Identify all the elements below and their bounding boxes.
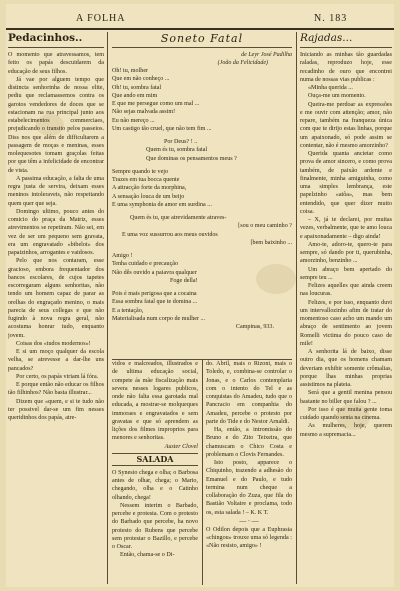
poem-body	[112, 67, 292, 331]
poem-line: A attracção forte da morphina,	[112, 185, 187, 192]
paragraph: E porque então não educar os filhos tão filhinhos? Não basta illustrar...	[8, 382, 104, 397]
paragraph: Dizem que «quem, e si te tudo não ter possivel dar-se um fim nesses queridinhos dos papás, atre-	[8, 398, 104, 421]
paragraph: Coisas dos «tudos modernos»!	[16, 340, 91, 347]
paragraph: Querida quanta ancietar como prova de amor sincero, e como prova também, de paixão ardente e finalmente, minha amiguinha, como uma simples lembrança, este papelzinho «atôa», mas bem entendido, que quer dizer muito coisa.	[300, 151, 392, 215]
paragraph: Pelo que nos contaram, esse gracioso, embora frequentador dos bancos escolares, de cujos tapetes escorregaram alguns senhoritas, não tendo um homem capaz de parar as orelhas do engraçado menino, o mais parecia de seus collegas e que não fugindo à nova regra geral, não acostuma honrar tudo, enquanto jovem.	[8, 258, 104, 339]
middle-right-column	[206, 360, 292, 585]
poem-line: Oh! tu, molher	[112, 68, 149, 74]
poem-line: E uma symphonia de amor em surdina ...	[112, 201, 212, 208]
poem-line: Amigo !	[112, 253, 133, 259]
issue-number: N. 183	[314, 13, 348, 24]
poem-line: Materialisada num corpo de mulher ...	[112, 315, 206, 322]
poem-line: Pois é mais perigosa que a cocaina	[112, 291, 197, 297]
column-soneto	[112, 32, 292, 358]
poem-line: Por Deus? ! ..	[164, 139, 198, 145]
column-divider	[296, 32, 297, 584]
paragraph: Iniciando as minhas tão guardadas raladas, reproduzo hoje, esse recadinho de ouro que encontrei numa de nossas vias publicas :	[300, 52, 392, 83]
poem-author-note: (João da Felicidade)	[217, 60, 268, 66]
paragraph: Ouça-me um momento.	[308, 93, 366, 100]
paragraph: Será que a gentil menina pensou bastante no biller que falou ? ...	[300, 390, 392, 405]
poem-line: [sou o meu caminho ?	[238, 223, 292, 230]
paragraph: O Synesio chega e olha; o Barbosa antes de olhar, chega; o Mario, chegando, olha e o Catinho olhando, chega!	[112, 469, 198, 501]
column-divider	[107, 32, 108, 584]
paragraph: – X, já te declarei, por muitas vezes, verbalmente, que te amo louca e apaixonadamente – digo ainda!	[300, 217, 392, 240]
rajadas-body	[300, 51, 392, 439]
poem-line: E a tentação,	[112, 307, 144, 314]
poem-line: Não dês ouvido a paiavra qualquer	[112, 269, 197, 276]
paragraph: do. Abril, mais o Rizoni, mais o Toledo, e, combina-se controlar o Jonas, e o Carlos contemplaria com o intento do Tel e as conquistas do Amadeu, tudo que o Pancracio em companhia do Amadeu, percebe o protesto por parte do Tide e do Nestor Arnaldi.	[206, 361, 292, 425]
poem-line: Um castigo tão cruel, que não tem fim ...	[112, 125, 212, 132]
paragraph: Felizes, e por isso, enquanto duvi um intervallozinho afim de tratar do momentoso caso acho um mando um abraço de sentimento ao jovem Romelli victima do pouco caso de mile!	[300, 299, 392, 347]
poem-line: Que em não conheço ...	[112, 76, 170, 83]
paragraph: Isto posto, apparece o Chiquinho, trazendo a adhesão do Emanuel e do Paulo, e tudo termina num cheque a collaboração do Zuza, que fila do Bastião Voltaire e proclama, todo os, esta salada ! – K. K T.	[206, 460, 292, 516]
paragraph: Por certo, os papás viriam lá fóra.	[16, 373, 99, 380]
paragraph: «Minha querida ...	[308, 85, 353, 91]
poem-line: Que dominas os pensamentos meus ?	[146, 155, 237, 162]
paragraph: Então, chama-se o Di-	[120, 552, 175, 559]
poem-line: Não sejas malvada assim!	[112, 109, 176, 116]
poem-author: de Leyr José Padilha	[241, 52, 292, 58]
section-title-salada: SALADA	[112, 453, 198, 466]
poem-line: E uma voz sussurrou aos meus ouvidos	[122, 231, 218, 238]
section-title-soneto: Soneto Fatal	[112, 32, 292, 48]
poem-line: Eu não mereço ...	[112, 117, 155, 124]
paragraph: E si um moço qualquer da escola velha, se atrevesse a dar-lhe uns pancados?	[8, 349, 104, 372]
signature: Auster Clovel	[164, 443, 198, 450]
poem-line: [bem baixinho ...	[250, 239, 292, 246]
newspaper-page	[6, 4, 394, 587]
paragraph: O momento que atravessamos, tem feito os papás descuidarem da educação de seus filhos.	[8, 52, 104, 75]
middle-left-column	[112, 360, 198, 585]
paragraph: Queira-me perdoar as expressões e me ouvir com attenção; amor, não repare, também na franqueza única com que te dirijo estas linhas, porque um apaixonado, só pode assim se contentar, não é mesmo amorzinho?	[300, 101, 392, 149]
paragraph: A passima educação, a falta de uma regra justa de servira, deixam esses meninos intoleraveis, não respeitando quem quer que seja.	[8, 175, 104, 207]
paragraph: Já vae por alguem tempo que distincta senhorinha de nossa elite, pediu que reclamassemos contra os garotos vendedores de doces que se estacionam na rua principal junto aos estabelecimentos commerciaes, prejudicando o transito pelos passeios. Diss nos que além de difficultarem a passagem de moças e meninas, esses molequesotes tomam graçolas feitas por que têm a infelicidade de encontrar de vista.	[8, 76, 104, 174]
paragraph: Nessem interim o Barbado, percebe e protesta. Com o protesto do Barbado que percebe, ha novo protesto do Rubens que percebe sem protestar o Bazillo, e percebe o Oscar.	[112, 502, 198, 550]
section-title-rajadas: Rajadas...	[300, 32, 392, 48]
poem-line: Oh! tu, sombra fatal	[112, 84, 162, 91]
column-pedacinhos	[8, 32, 104, 584]
paragraph: vidos e malcreados, illustrados e de ultima educação social, compete ás mãe fiscalização mais severa nesses logares publicos, onde não falta essa garotada mal educada, a mostrar-se molqueques immoraes e engravatados e sem gravatas e que só aprendem as lições dos filmes improprios para menores e senhoritas.	[112, 361, 198, 442]
poem-line: Que ando em mim	[112, 92, 158, 99]
poem-line: E que me persegue como um mal ...	[112, 101, 200, 107]
pedacinhos-body	[8, 51, 104, 422]
paragraph: Felizes aquelles que ainda creem nas loucuras.	[300, 283, 392, 298]
poem-line: Quem és tu, sombra fatal	[146, 147, 208, 154]
poem-line: Tenha cuidado e precaução	[112, 261, 179, 268]
newspaper-name: A FOLHA	[76, 13, 126, 24]
paragraph: As mulheres, hoje, querem mesmo a supremacia...	[300, 423, 392, 438]
poem-line: Sempre quando te vejo	[112, 168, 169, 175]
paragraph: A senhorita lá de baixo, disse outro dia, que os homens chamam deveriam exhibir somente crômalias, porque lhas minhas proprias assistimos na plateia.	[300, 349, 392, 388]
paragraph: Domingo ultimo, pouco antes do comicio do praça da Matriz, esses atrevimentos se repetiram. Não sei, em vez de ser um pequeno sem gravata, era um engravatado «bibelot» dos papaizinhos, arrogantes e vaidosos.	[8, 208, 104, 256]
poem-line: Quem és tu, que atrevidamente atraves-	[130, 215, 227, 221]
divider-ornament: — ∙ —	[239, 516, 259, 525]
poem-place-date: Campinas, 933.	[235, 324, 274, 330]
poem-line: Essa sombra fatal que te domina ...	[112, 299, 198, 306]
paragraph: Amo-te, adoro-te, quero-te para sempre, só dando por ti, querubinha, amorzinho, benzinho ...	[300, 241, 392, 265]
middle-lower-area	[112, 359, 292, 585]
paragraph: Um abraço bem apertado do sempre teu ...	[300, 266, 392, 281]
column-rajadas	[300, 32, 392, 584]
column-divider	[202, 360, 203, 585]
paragraph: O Odilon depois que a Euphrasia «chingou» trouxe uma só legenda : «Não resisto, amigo» !	[206, 526, 292, 550]
poem-line: Foge della!	[170, 277, 198, 284]
section-title-pedacinhos: Pedacinhos..	[8, 32, 104, 48]
paragraph: Ha, então, a intromissão do Bruno e do Zito Teixeira, que chamuscam o Chico Costa e problemam o Clovis Fernandes.	[206, 427, 292, 458]
page-header	[6, 4, 394, 30]
poem-line: Trazes em tua bocca quente	[112, 177, 180, 183]
paragraph: Por isso é que muita gente toma cuidado quando senta na cinema.	[300, 406, 392, 421]
poem-line: A sensação louca de um beijo	[112, 193, 185, 200]
